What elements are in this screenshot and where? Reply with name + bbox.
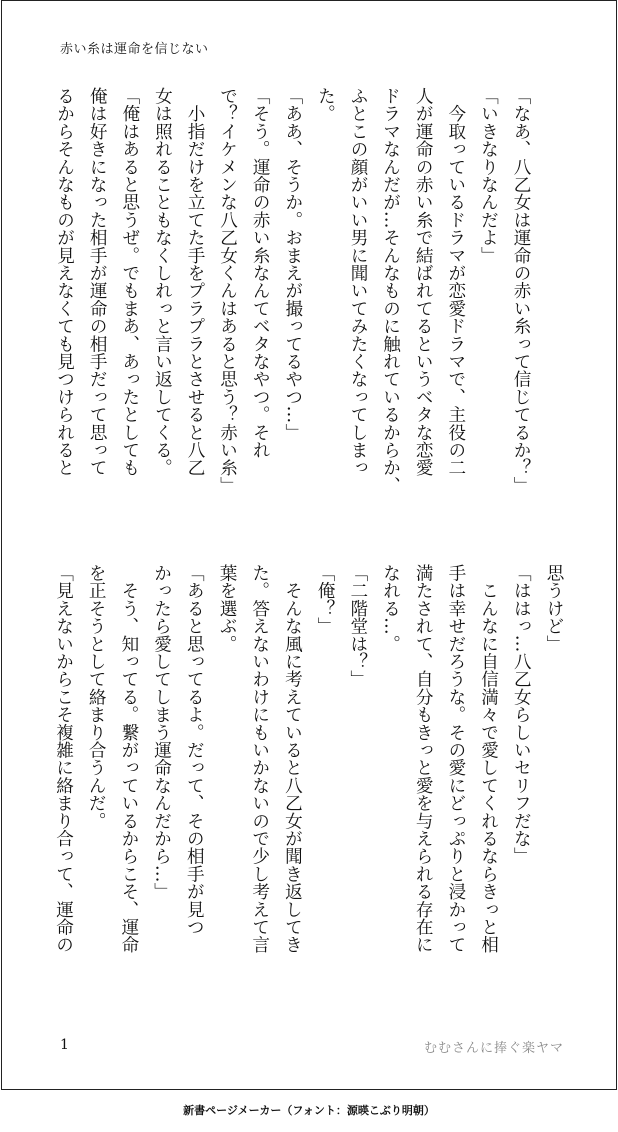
text-column: 「ははっ…八乙女らしいセリフだな」: [511, 564, 532, 865]
text-column: 「なあ、八乙女は運命の赤い糸って信じてるか？」: [511, 87, 531, 495]
text-column: 「俺はあると思うぜ。でもまあ、あったとしても: [119, 87, 140, 477]
text-column: た。: [315, 87, 336, 123]
page-header-title: 赤い糸は運命を信じない: [60, 42, 209, 57]
text-column: 手は幸せだろうな。その愛にどっぷりと浸かって: [445, 564, 466, 954]
text-column: 女は照れることもなくしれっと言い返してくる。: [152, 87, 173, 477]
book-page: [1, 0, 617, 1090]
dedication-footer: むむさんに捧ぐ楽ヤマ: [423, 1041, 564, 1056]
text-column: こんなに自信満々で愛してくれるならきっと相: [478, 564, 499, 954]
generator-caption: 新書ページメーカー（フォント：源暎こぶり明朝）: [183, 1104, 435, 1117]
text-column: そんな風に考えていると八乙女が聞き返してき: [282, 564, 303, 954]
text-column: 俺は好きになった相手が運命の相手だって思って: [87, 87, 108, 477]
text-column: 葉を選ぶ。: [217, 564, 237, 653]
text-column: 「見えないからこそ複雑に絡まり合って、運命の: [53, 564, 74, 954]
text-column: を正そうとして絡まり合うんだ。: [86, 564, 107, 830]
text-column: 小指だけを立てた手をプラプラとさせると八乙: [185, 87, 205, 477]
text-column: ドラマなんだが…そんなものに触れているからか、: [380, 87, 401, 495]
text-column: 「ああ、そうか。おまえが撮ってるやつ…」: [282, 87, 303, 441]
page-number: 1: [60, 1037, 69, 1053]
text-column: 「いきなりなんだよ」: [478, 87, 499, 264]
text-column: 思うけど」: [544, 564, 564, 653]
text-column: そう、知ってる。繋がっているからこそ、運命: [118, 564, 139, 954]
text-column: ふとこの顔がいい男に聞いてみたくなってしまっ: [348, 87, 368, 477]
text-column: なれる…。: [380, 564, 401, 653]
text-column: た。答えないわけにもいかないので少し考えて言: [249, 564, 270, 954]
text-column: 「あると思ってるよ。だって、その相手が見つ: [184, 564, 205, 936]
text-column: かったら愛してしまう運命なんだから…」: [151, 564, 172, 901]
text-column: 満たされて、自分もきっと愛を与えられる存在に: [413, 564, 434, 954]
text-column: 今取っているドラマが恋愛ドラマで、主役の二: [445, 87, 466, 477]
text-column: 人が運命の赤い糸で結ばれてるというベタな恋愛: [413, 87, 434, 477]
text-column: で？イケメンな八乙女くんはあると思う？赤い糸」: [217, 87, 238, 495]
text-column: 「そう。運命の赤い糸なんてベタなやつ。それ: [250, 87, 271, 459]
text-column: 「二階堂は？」: [347, 564, 368, 688]
text-column: るからそんなものが見えなくても見つけられると: [54, 87, 75, 477]
text-column: 「俺？」: [315, 564, 336, 635]
